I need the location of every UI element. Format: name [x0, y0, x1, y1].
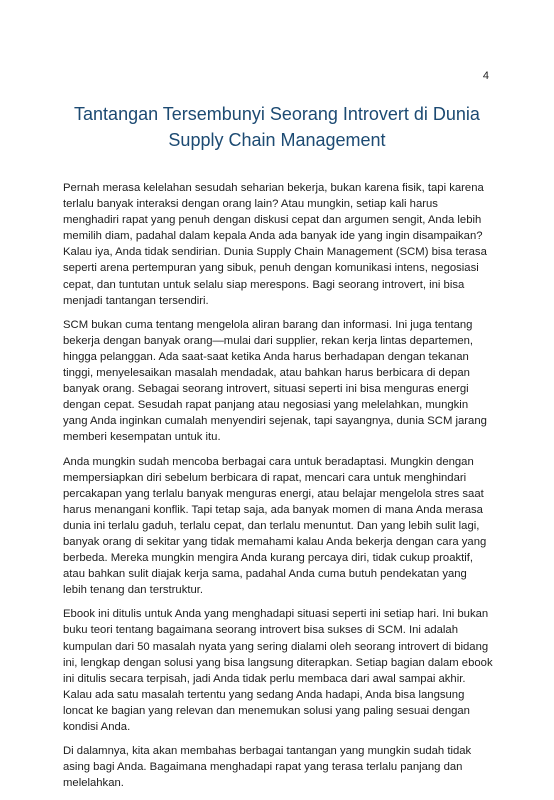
page-number: 4 — [482, 70, 489, 82]
paragraph-3: Anda mungkin sudah mencoba berbagai cara untuk beradaptasi. Mungkin dengan mempersiapkan diri sebelum berbicara di rapat, mencari cara untuk menghindari percakapan yang terlalu banyak menguras energi, atau belajar mengelola stres saat harus menangani konflik. Tapi tetap saja, ada banyak momen di mana Anda merasa dunia ini terlalu gaduh, terlalu cepat, dan terlalu menuntut. Dan yang lebih sulit lagi, banyak orang di sekitar yang tidak memahami kalau Anda bekerja dengan cara yang berbeda. Mereka mungkin mengira Anda kurang percaya diri, tidak cukup proaktif, atau bahkan sulit diajak kerja sama, padahal Anda cuma butuh pendekatan yang lebih tenang dan terstruktur. — [63, 455, 487, 597]
paragraph-2: SCM bukan cuma tentang mengelola aliran barang dan informasi. Ini juga tentang bekerja dengan banyak orang—mulai dari supplier, rekan kerja lintas departemen, hingga pelanggan. Ada saat-saat ketika Anda harus berhadapan dengan tekanan tinggi, menyelesaikan masalah mendadak, atau bahkan harus berbicara di depan banyak orang. Sebagai seorang introvert, situasi seperti ini bisa menguras energi dengan cepat. Sesudah rapat panjang atau negosiasi yang melelahkan, mungkin yang Anda inginkan cumalah menyendiri sejenak, tapi sayangnya, dunia SCM jarang memberi kesempatan untuk itu. — [63, 318, 487, 444]
paragraph-5: Di dalamnya, kita akan membahas berbagai tantangan yang mungkin sudah tidak asing bagi Anda. Bagaimana menghadapi rapat yang terasa terlalu panjang dan melelahkan. — [63, 745, 472, 790]
page-title: Tantangan Tersembunyi Seorang Introvert di Dunia Supply Chain Management — [74, 104, 480, 150]
body-text — [63, 180, 493, 799]
paragraph-1: Pernah merasa kelelahan sesudah seharian bekerja, bukan karena fisik, tapi karena terlalu banyak interaksi dengan orang lain? Atau mungkin, setiap kali harus menghadiri rapat yang penuh dengan diskusi cepat dan argumen sengit, Anda lebih memilih diam, padahal dalam kepala Anda ada banyak ide yang ingin disampaikan? Kalau iya, Anda tidak sendirian. Dunia Supply Chain Management (SCM) bisa terasa seperti arena pertempuran yang sibuk, penuh dengan komunikasi intens, negosiasi cepat, dan tuntutan untuk selalu siap merespons. Bagi seorang introvert, ini bisa menjadi tantangan tersendiri. — [63, 182, 487, 307]
paragraph-4: Ebook ini ditulis untuk Anda yang menghadapi situasi seperti ini setiap hari. Ini bukan buku teori tentang bagaimana seorang introvert bisa sukses di SCM. Ini adalah kumpulan dari 50 masalah nyata yang sering dialami oleh seorang introvert di bidang ini, lengkap dengan solusi yang bisa langsung diterapkan. Setiap bagian dalam ebook ini ditulis secara terpisah, jadi Anda tidak perlu membaca dari awal sampai akhir. Kalau ada satu masalah tertentu yang sedang Anda hadapi, Anda bisa langsung loncat ke bagian yang relevan dan menemukan solusi yang paling sesuai dengan kondisi Anda. — [63, 608, 493, 733]
